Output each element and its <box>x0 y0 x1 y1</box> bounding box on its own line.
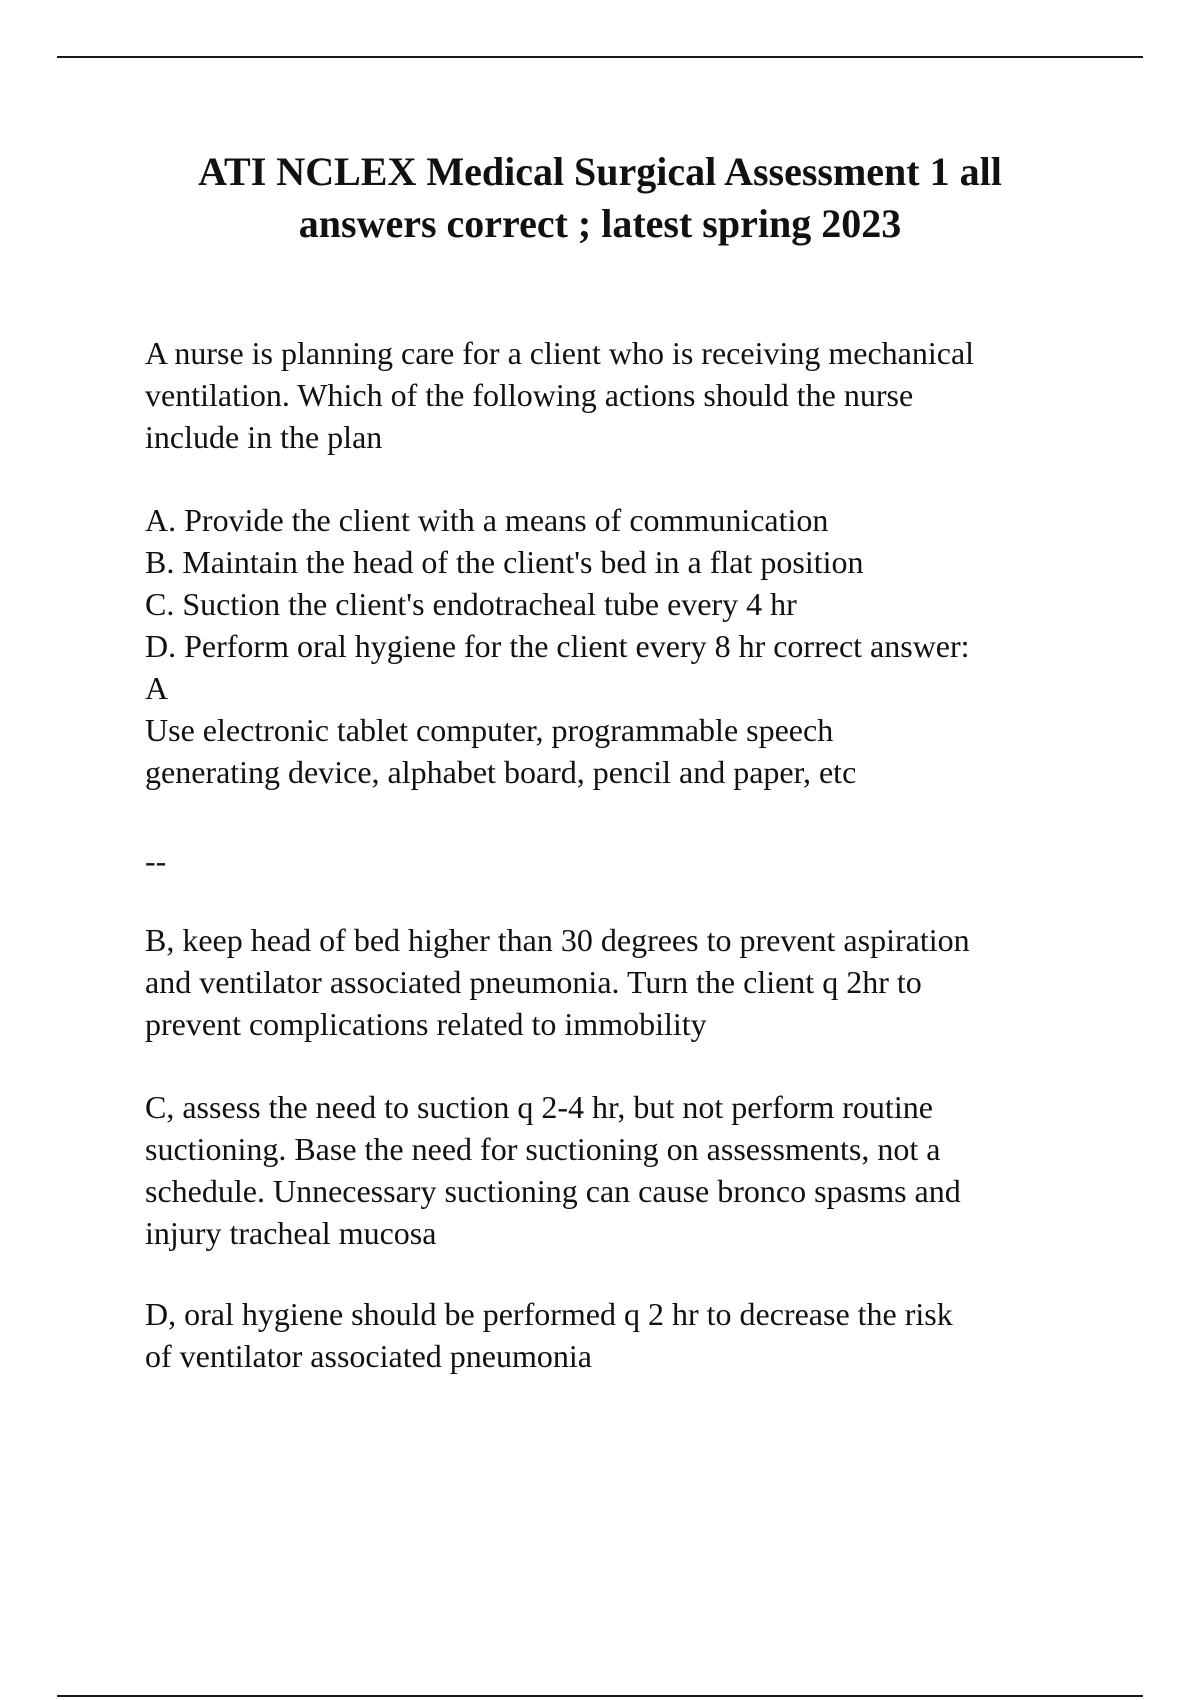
explanation-line: and ventilator associated pneumonia. Turn the client q 2hr to <box>145 964 922 1000</box>
answer-rationale: generating device, alphabet board, pencil and paper, etc <box>145 754 857 790</box>
option-c: C. Suction the client's endotracheal tube every 4 hr <box>145 586 797 622</box>
explanation-line: schedule. Unnecessary suctioning can cause bronco spasms and <box>145 1173 961 1209</box>
answer-options <box>145 499 1105 793</box>
title-line-1: ATI NCLEX Medical Surgical Assessment 1 all <box>198 149 1002 194</box>
explanation-line: of ventilator associated pneumonia <box>145 1338 592 1374</box>
question-stem <box>145 332 1105 458</box>
question-line: A nurse is planning care for a client who is receiving mechanical <box>145 335 975 371</box>
answer-rationale: Use electronic tablet computer, programmable speech <box>145 712 834 748</box>
explanation-d <box>145 1293 1105 1377</box>
option-d: D. Perform oral hygiene for the client every 8 hr correct answer: <box>145 628 970 664</box>
title-line-2: answers correct ; latest spring 2023 <box>298 201 902 246</box>
explanation-line: C, assess the need to suction q 2-4 hr, but not perform routine <box>145 1089 933 1125</box>
explanation-line: prevent complications related to immobility <box>145 1006 707 1042</box>
question-line: ventilation. Which of the following actions should the nurse <box>145 377 914 413</box>
document-title <box>100 146 1100 250</box>
question-line: include in the plan <box>145 419 383 455</box>
explanation-line: D, oral hygiene should be performed q 2 hr to decrease the risk <box>145 1296 953 1332</box>
top-divider <box>57 56 1143 58</box>
option-b: B. Maintain the head of the client's bed in a flat position <box>145 544 864 580</box>
bottom-divider <box>57 1695 1143 1697</box>
option-a: A. Provide the client with a means of communication <box>145 502 829 538</box>
section-separator <box>145 840 1105 882</box>
explanation-b <box>145 919 1105 1045</box>
explanation-c <box>145 1086 1105 1254</box>
explanation-line: injury tracheal mucosa <box>145 1215 437 1251</box>
correct-answer: A <box>145 670 169 706</box>
separator-text: -- <box>145 843 167 879</box>
explanation-line: suctioning. Base the need for suctioning on assessments, not a <box>145 1131 941 1167</box>
explanation-line: B, keep head of bed higher than 30 degrees to prevent aspiration <box>145 922 970 958</box>
